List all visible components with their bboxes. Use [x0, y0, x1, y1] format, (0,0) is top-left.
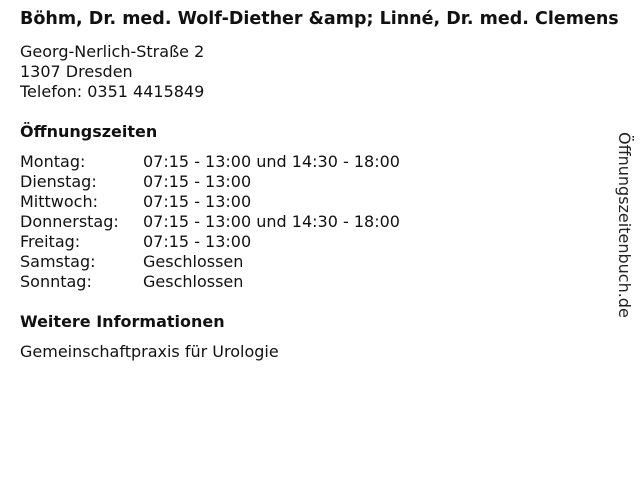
- hours-day: Samstag:: [20, 252, 96, 271]
- address-block: [20, 42, 632, 102]
- hours-day: Sonntag:: [20, 272, 92, 291]
- phone-number: Telefon: 0351 4415849: [20, 82, 205, 101]
- hours-row-thursday: [20, 212, 632, 232]
- hours-row-wednesday: [20, 192, 632, 212]
- hours-day: Freitag:: [20, 232, 81, 251]
- hours-row-tuesday: [20, 172, 632, 192]
- hours-row-monday: [20, 152, 632, 172]
- site-watermark: Öffnungszeitenbuch.de: [615, 132, 634, 318]
- hours-time: 07:15 - 13:00: [143, 232, 252, 251]
- hours-row-saturday: [20, 252, 632, 272]
- hours-time: 07:15 - 13:00 und 14:30 - 18:00: [143, 212, 400, 231]
- hours-row-sunday: [20, 272, 632, 292]
- hours-time: 07:15 - 13:00 und 14:30 - 18:00: [143, 152, 400, 171]
- city-address: 1307 Dresden: [20, 62, 133, 81]
- practice-card: [20, 9, 632, 362]
- further-info-text: Gemeinschaftpraxis für Urologie: [20, 342, 279, 361]
- hours-time: Geschlossen: [143, 272, 244, 291]
- hours-day: Mittwoch:: [20, 192, 98, 211]
- street-address: Georg-Nerlich-Straße 2: [20, 42, 205, 61]
- hours-day: Montag:: [20, 152, 86, 171]
- hours-time: 07:15 - 13:00: [143, 172, 252, 191]
- hours-day: Donnerstag:: [20, 212, 119, 231]
- hours-row-friday: [20, 232, 632, 252]
- further-info-heading: Weitere Informationen: [20, 312, 225, 331]
- hours-time: Geschlossen: [143, 252, 244, 271]
- opening-hours-heading: Öffnungszeiten: [20, 122, 158, 141]
- hours-time: 07:15 - 13:00: [143, 192, 252, 211]
- practice-title: Böhm, Dr. med. Wolf-Diether &amp; Linné, Dr. med. Clemens: [20, 9, 619, 29]
- opening-hours-table: [20, 152, 632, 292]
- hours-day: Dienstag:: [20, 172, 97, 191]
